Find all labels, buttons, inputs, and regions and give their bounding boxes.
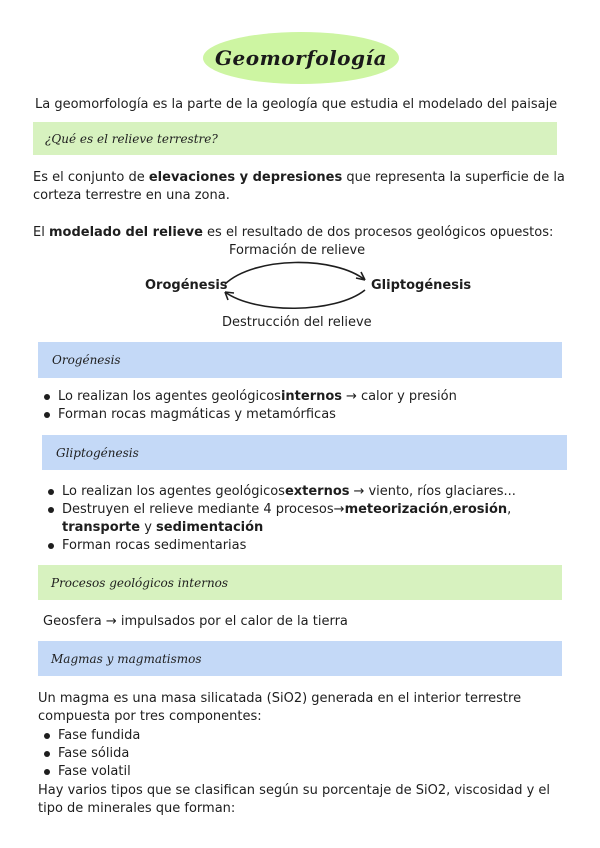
orogenesis-bullet-1: Lo realizan los agentes geológicos internos → calor y presión [44, 388, 457, 406]
section-band-orogenesis [38, 342, 562, 378]
modelado-text: El modelado del relieve es el resultado de dos procesos geológicos opuestos: [33, 225, 554, 240]
section-heading-magmas: Magmas y magmatismos [51, 651, 202, 666]
diagram-top-label: Formación de relieve [229, 243, 366, 258]
intro-text: La geomorfología es la parte de la geología que estudia el modelado del paisaje [35, 97, 558, 112]
gliptogenesis-bullet-3: Forman rocas sedimentarias [48, 537, 246, 555]
bullet-icon [44, 751, 50, 757]
bottom-arrow-curve [225, 290, 365, 308]
orogenesis-bullet-2: Forman rocas magmáticas y metamórficas [44, 406, 336, 424]
diagram-bottom-label: Destrucción del relieve [222, 315, 372, 330]
section-band-internos [38, 565, 562, 600]
modelado-bold-term: modelado del relieve [48, 225, 203, 240]
magma-definition-line2: compuesta por tres componentes: [38, 709, 262, 724]
section-heading-relieve: ¿Qué es el relieve terrestre? [45, 131, 218, 146]
geosfera-text: Geosfera → impulsados por el calor de la tierra [43, 614, 348, 629]
page-title: Geomorfología [214, 46, 388, 70]
bullet-icon [44, 412, 50, 418]
section-band-magmas [38, 641, 562, 676]
magma-phase-bullet-1: Fase fundida [44, 727, 140, 745]
bullet-icon [44, 733, 50, 739]
gliptogenesis-bullet-2: Destruyen el relieve mediante 4 procesos → meteorización , erosión , [48, 501, 511, 519]
bullet-icon [48, 489, 54, 495]
right-arrow-icon: → [333, 502, 345, 517]
diagram-left-label: Orogénesis [145, 278, 228, 293]
right-arrow-icon: → [105, 614, 117, 629]
top-arrow-curve [225, 262, 365, 284]
magma-types-line1: Hay varios tipos que se clasifican según su porcentaje de SiO2, viscosidad y el [38, 783, 551, 798]
right-arrow-icon: → [353, 484, 365, 499]
bullet-icon [44, 394, 50, 400]
section-heading-internos: Procesos geológicos internos [51, 575, 229, 590]
section-heading-orogenesis: Orogénesis [52, 353, 121, 367]
gliptogenesis-bullet-1: Lo realizan los agentes geológicos externos → viento, ríos glaciares... [48, 483, 516, 501]
section-band-gliptogenesis [42, 435, 567, 470]
title-blob [203, 32, 399, 84]
bullet-icon [44, 769, 50, 775]
gliptogenesis-bullet-2-continuation: transporte y sedimentación [62, 520, 264, 535]
bullet-icon [48, 507, 54, 513]
relieve-bold-term: elevaciones y depresiones [148, 170, 343, 185]
magma-phase-bullet-3: Fase volatil [44, 763, 131, 781]
diagram-right-label: Gliptogénesis [371, 278, 472, 293]
magma-phase-bullet-2: Fase sólida [44, 745, 129, 763]
relieve-definition-line1: Es el conjunto de elevaciones y depresiones que representa la superficie de la [33, 170, 565, 185]
magma-definition-line1: Un magma es una masa silicatada (SiO2) generada en el interior terrestre [38, 691, 522, 706]
cycle-arrows-diagram [215, 258, 375, 312]
section-band-relieve [33, 122, 557, 155]
right-arrow-icon: → [346, 389, 357, 404]
bullet-icon [48, 543, 54, 549]
section-heading-gliptogenesis: Gliptogénesis [56, 445, 139, 460]
magma-types-line2: tipo de minerales que forman: [38, 801, 236, 816]
relieve-definition-line2: corteza terrestre en una zona. [33, 188, 230, 203]
